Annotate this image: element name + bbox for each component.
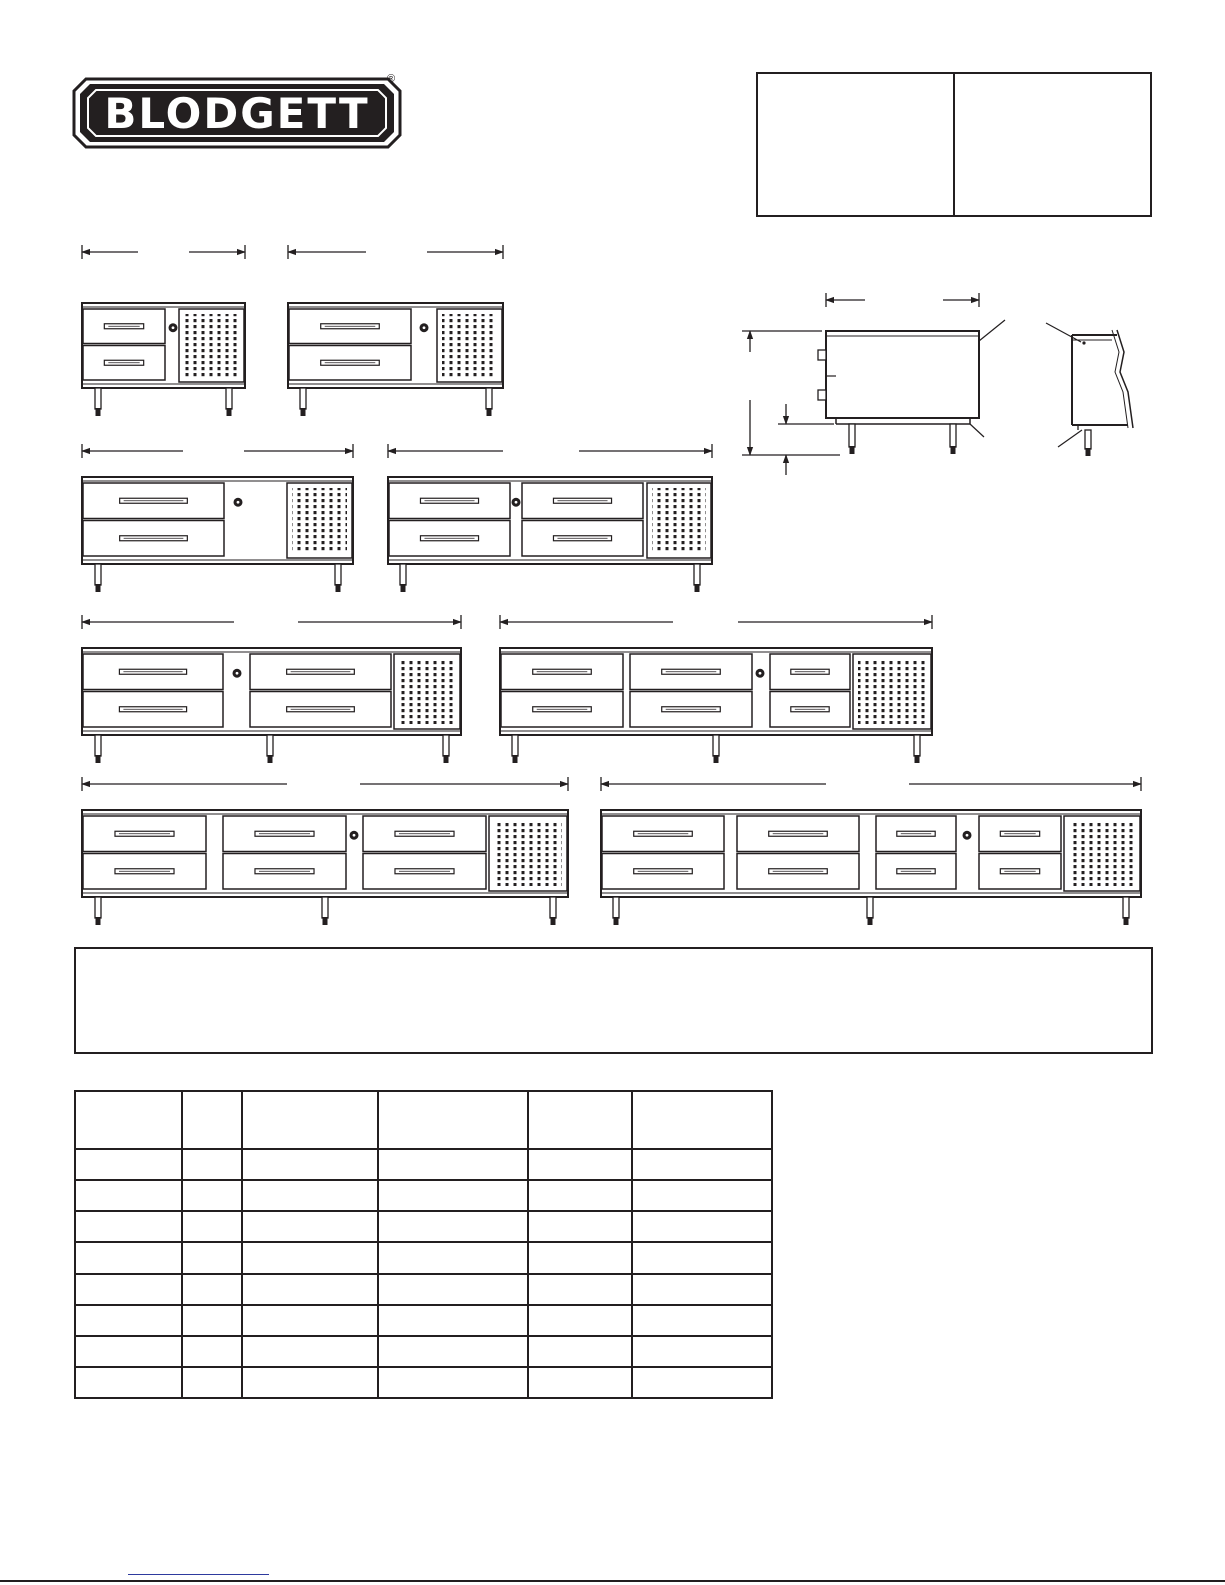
lock-keyhole xyxy=(236,672,239,675)
leg-foot xyxy=(714,755,719,763)
leader-line xyxy=(979,320,1005,341)
drawer xyxy=(83,346,165,381)
leg xyxy=(443,735,449,763)
drawer xyxy=(83,816,206,852)
leg-foot xyxy=(915,755,920,763)
drawer xyxy=(83,483,224,519)
lock-keyhole xyxy=(353,834,356,837)
table-cell xyxy=(182,1242,242,1273)
table-row xyxy=(75,1336,772,1367)
drawer xyxy=(630,692,752,728)
unit-2-drawer-small xyxy=(82,245,245,416)
table-cell xyxy=(75,1274,182,1305)
column-header xyxy=(182,1091,242,1149)
dimension-arrow xyxy=(82,615,461,629)
table-row xyxy=(75,1242,772,1273)
table-cell xyxy=(378,1336,528,1367)
table-cell xyxy=(242,1242,378,1273)
column-header xyxy=(528,1091,632,1149)
table-cell xyxy=(378,1149,528,1180)
leg-foot xyxy=(301,408,306,416)
unit-6-drawer-wide xyxy=(82,777,568,925)
drawer xyxy=(389,483,510,519)
table-cell xyxy=(378,1211,528,1242)
dimension-arrow xyxy=(601,777,1141,791)
leg xyxy=(512,735,518,763)
leg-post xyxy=(300,388,306,409)
table-cell xyxy=(242,1336,378,1367)
table-cell xyxy=(182,1367,242,1398)
leg-post xyxy=(226,388,232,409)
drawer xyxy=(289,346,411,381)
table-cell xyxy=(75,1367,182,1398)
drawer xyxy=(501,692,623,728)
leg-foot xyxy=(96,584,101,592)
leg-post xyxy=(914,735,920,756)
drawer xyxy=(770,692,850,728)
drawer xyxy=(223,816,346,852)
leg-foot xyxy=(1086,448,1091,456)
leg-foot xyxy=(96,755,101,763)
table-cell xyxy=(528,1242,632,1273)
table-cell xyxy=(378,1305,528,1336)
table-cell xyxy=(242,1211,378,1242)
leg-post xyxy=(95,897,101,918)
drawer xyxy=(223,854,346,890)
detail-marker xyxy=(1082,341,1085,344)
leg xyxy=(914,735,920,763)
dimension-arrow xyxy=(826,293,979,307)
table-cell xyxy=(182,1149,242,1180)
drawer xyxy=(522,483,643,519)
column-header xyxy=(632,1091,772,1149)
table-row xyxy=(75,1211,772,1242)
drawer xyxy=(602,854,724,890)
table-cell xyxy=(528,1274,632,1305)
drawer xyxy=(389,521,510,557)
leg-foot xyxy=(1124,917,1129,925)
lock-keyhole xyxy=(515,501,518,504)
leg xyxy=(95,897,101,925)
leg xyxy=(849,424,855,454)
detail-leader xyxy=(1058,430,1082,447)
drawer xyxy=(83,654,223,690)
drawer xyxy=(979,816,1061,852)
leg-foot xyxy=(401,584,406,592)
table-cell xyxy=(632,1305,772,1336)
table-cell xyxy=(75,1242,182,1273)
table-cell xyxy=(75,1336,182,1367)
drawer xyxy=(876,816,956,852)
table-cell xyxy=(242,1367,378,1398)
unit-4-drawer-3-legs xyxy=(82,615,461,763)
table-row xyxy=(75,1274,772,1305)
table-row xyxy=(75,1149,772,1180)
column-header xyxy=(378,1091,528,1149)
drawer xyxy=(770,654,850,690)
table-cell xyxy=(378,1367,528,1398)
leg-foot xyxy=(487,408,492,416)
leg-post xyxy=(443,735,449,756)
vent-louvers xyxy=(858,659,926,724)
drawer xyxy=(737,816,859,852)
table-cell xyxy=(632,1274,772,1305)
lock-keyhole xyxy=(759,672,762,675)
front-views xyxy=(82,245,1141,925)
vent-louvers xyxy=(494,821,562,886)
table-cell xyxy=(75,1180,182,1211)
leg-post xyxy=(95,564,101,585)
unit-2-drawer-large xyxy=(82,444,353,592)
table-cell xyxy=(378,1242,528,1273)
drawer xyxy=(737,854,859,890)
drawer xyxy=(83,309,165,344)
footer-rule xyxy=(0,1580,1225,1582)
leg-foot xyxy=(614,917,619,925)
registered-mark: ® xyxy=(387,73,396,85)
table-cell xyxy=(528,1180,632,1211)
leg-post xyxy=(1085,430,1091,449)
table-header-row xyxy=(75,1091,772,1149)
notes-box xyxy=(74,947,1153,1054)
leg-foot xyxy=(444,755,449,763)
dimension-arrow xyxy=(288,245,503,259)
leg-post xyxy=(849,424,855,447)
leg-post xyxy=(95,735,101,756)
leg-post xyxy=(1123,897,1129,918)
leg-post xyxy=(95,388,101,409)
table-cell xyxy=(182,1274,242,1305)
drawer xyxy=(289,309,411,344)
drawer xyxy=(363,854,486,890)
table-cell xyxy=(528,1367,632,1398)
leg-post xyxy=(713,735,719,756)
leg-foot xyxy=(551,917,556,925)
drawer xyxy=(83,692,223,728)
side-elevation xyxy=(742,293,1133,475)
drawer xyxy=(250,654,391,690)
column-header xyxy=(75,1091,182,1149)
drawer xyxy=(83,854,206,890)
table-cell xyxy=(75,1305,182,1336)
leg xyxy=(226,388,232,416)
table-cell xyxy=(632,1211,772,1242)
lock-keyhole xyxy=(237,501,240,504)
dimension-arrow xyxy=(82,444,353,458)
leg xyxy=(713,735,719,763)
table-cell xyxy=(182,1336,242,1367)
side-drawer-pull xyxy=(818,390,826,400)
leg-post xyxy=(950,424,956,447)
leg-foot xyxy=(695,584,700,592)
table-cell xyxy=(632,1336,772,1367)
leader-line xyxy=(970,424,984,437)
leg xyxy=(95,388,101,416)
leg xyxy=(267,735,273,763)
table-cell xyxy=(75,1211,182,1242)
unit-6-drawer xyxy=(500,615,932,763)
leg-post xyxy=(867,897,873,918)
drawer xyxy=(876,854,956,890)
table-cell xyxy=(242,1180,378,1211)
lock-keyhole xyxy=(172,326,175,329)
leg xyxy=(95,564,101,592)
unit-2-drawer-medium xyxy=(288,245,503,416)
table-cell xyxy=(75,1149,182,1180)
leg-post xyxy=(550,897,556,918)
vent-louvers xyxy=(652,488,706,553)
footer-link-underline xyxy=(128,1574,269,1575)
table-cell xyxy=(632,1180,772,1211)
table-cell xyxy=(182,1211,242,1242)
leg-post xyxy=(486,388,492,409)
leg-foot xyxy=(513,755,518,763)
detail-leader xyxy=(1046,323,1081,342)
leg xyxy=(95,735,101,763)
specification-table xyxy=(74,1090,773,1399)
leg-foot xyxy=(268,755,273,763)
table-cell xyxy=(528,1336,632,1367)
drawer xyxy=(979,854,1061,890)
drawer xyxy=(602,816,724,852)
table-row xyxy=(75,1367,772,1398)
leg xyxy=(867,897,873,925)
leg-post xyxy=(400,564,406,585)
leg-foot xyxy=(96,917,101,925)
leg xyxy=(550,897,556,925)
table-cell xyxy=(242,1149,378,1180)
side-cabinet-body xyxy=(826,331,979,418)
table-cell xyxy=(632,1367,772,1398)
leg xyxy=(694,564,700,592)
unit-4-drawer xyxy=(388,444,712,592)
dimension-arrow xyxy=(500,615,932,629)
leg-post xyxy=(694,564,700,585)
drawer xyxy=(83,521,224,557)
leg-foot xyxy=(96,408,101,416)
leg-post xyxy=(335,564,341,585)
drawer xyxy=(522,521,643,557)
leg xyxy=(1085,430,1091,456)
unit-8-drawer xyxy=(601,777,1141,925)
dimension-arrow xyxy=(82,245,245,259)
leg-post xyxy=(322,897,328,918)
vent-louvers xyxy=(184,314,239,377)
leg xyxy=(400,564,406,592)
dimension-arrow xyxy=(388,444,712,458)
lock-keyhole xyxy=(423,326,426,329)
logo-text: BLODGETT xyxy=(104,89,370,138)
leg xyxy=(613,897,619,925)
leg-foot xyxy=(336,584,341,592)
vent-louvers xyxy=(292,488,347,553)
edge-detail xyxy=(1046,323,1133,456)
table-cell xyxy=(378,1274,528,1305)
table-cell xyxy=(632,1242,772,1273)
drawer xyxy=(630,654,752,690)
leg xyxy=(322,897,328,925)
leg-post xyxy=(613,897,619,918)
table-cell xyxy=(528,1305,632,1336)
leg-foot xyxy=(951,446,956,454)
column-header xyxy=(242,1091,378,1149)
table-cell xyxy=(528,1211,632,1242)
table-cell xyxy=(378,1180,528,1211)
leg xyxy=(950,424,956,454)
table-row xyxy=(75,1180,772,1211)
leg-foot xyxy=(227,408,232,416)
table-cell xyxy=(242,1274,378,1305)
leg-foot xyxy=(323,917,328,925)
leg-foot xyxy=(850,446,855,454)
leg-post xyxy=(512,735,518,756)
table-row xyxy=(75,1305,772,1336)
vent-louvers xyxy=(442,314,497,377)
drawer xyxy=(363,816,486,852)
vent-louvers xyxy=(399,659,455,724)
table-cell xyxy=(242,1305,378,1336)
leg xyxy=(1123,897,1129,925)
dimension-arrow xyxy=(82,777,568,791)
table-cell xyxy=(632,1149,772,1180)
leg-post xyxy=(267,735,273,756)
lock-keyhole xyxy=(966,834,969,837)
table-cell xyxy=(182,1180,242,1211)
leg xyxy=(335,564,341,592)
table-cell xyxy=(182,1305,242,1336)
side-drawer-pull xyxy=(818,350,826,360)
leg xyxy=(486,388,492,416)
drawer xyxy=(250,692,391,728)
vent-louvers xyxy=(1069,821,1135,886)
leg xyxy=(300,388,306,416)
drawer xyxy=(501,654,623,690)
table-cell xyxy=(528,1149,632,1180)
leg-foot xyxy=(868,917,873,925)
